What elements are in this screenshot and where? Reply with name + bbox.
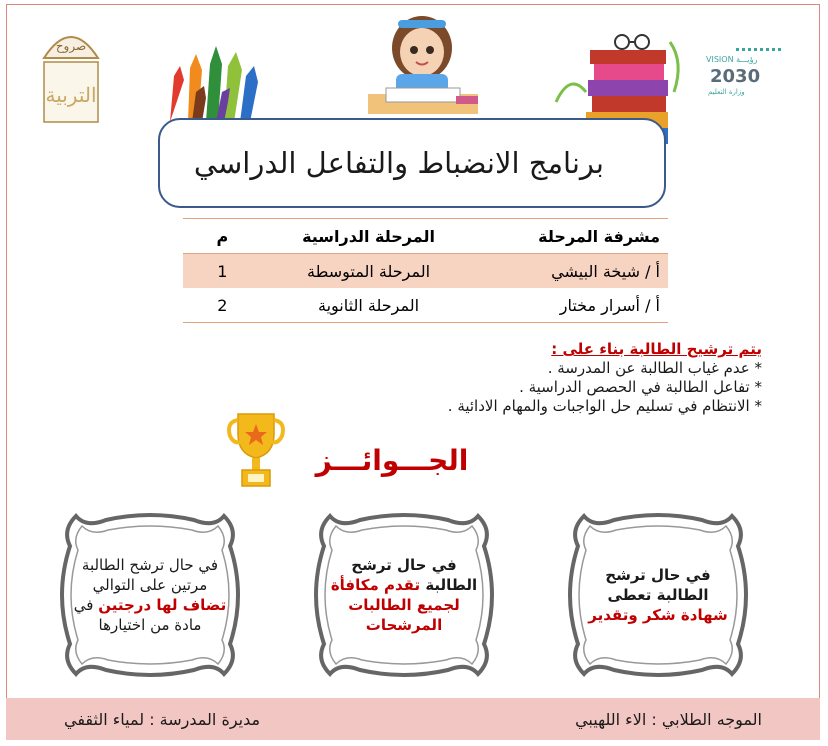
vision-year: 2030 <box>710 66 761 87</box>
header-stage: المرحلة الدراسية <box>262 219 475 254</box>
card-text-part1: في حال ترشح الطالبة تعطى <box>605 566 711 604</box>
student-counselor: الموجه الطلابي : الاء اللهيبي <box>575 709 762 729</box>
vision-2030-logo <box>706 48 798 100</box>
header-number: م <box>183 219 262 254</box>
table-header-row <box>183 219 668 254</box>
cell-supervisor: أ / شيخة البيشي <box>475 254 668 289</box>
prize-card-text <box>326 530 482 660</box>
criteria-heading: يتم ترشيح الطالبة بناء على : <box>551 340 762 358</box>
supervisors-table <box>183 218 668 323</box>
criteria-item: * الانتظام في تسليم حل الواجبات والمهام الادائية . <box>447 397 762 415</box>
ministry-label: وزارة التعليم <box>708 88 745 96</box>
prize-card-reward <box>300 506 508 684</box>
card-text-part1: في حال ترشح الطالبة مرتين على التوالي <box>81 556 219 594</box>
prize-card-certificate <box>554 506 762 684</box>
vision-label: VISION رؤيـــة <box>706 55 758 64</box>
criteria-section <box>242 340 762 416</box>
table-row <box>183 254 668 289</box>
school-principal: مديرة المدرسة : لمياء الثقفي <box>64 709 261 729</box>
header-supervisor: مشرفة المرحلة <box>475 219 668 254</box>
program-title: برنامج الانضباط والتفاعل الدراسي <box>193 146 604 180</box>
prizes-title: الجـــوائـــز <box>315 444 469 477</box>
card-text-part3: في مادة من اختيارها <box>73 596 202 634</box>
logo-text-top: صروح <box>55 39 87 53</box>
school-logo <box>38 18 104 128</box>
card-text-part2: تضاف لها درجتين <box>98 596 227 614</box>
cell-number: 2 <box>183 288 262 323</box>
cell-stage: المرحلة الثانوية <box>262 288 475 323</box>
table-row <box>183 288 668 323</box>
cell-supervisor: أ / أسرار مختار <box>475 288 668 323</box>
logo-text-main: التربية <box>45 83 97 107</box>
footer-bar <box>6 698 820 740</box>
prize-card-grades <box>46 506 254 684</box>
cell-number: 1 <box>183 254 262 289</box>
prize-card-text <box>580 530 736 660</box>
criteria-item: * عدم غياب الطالبة عن المدرسة . <box>547 359 762 377</box>
program-title-box <box>158 118 666 208</box>
card-text-part2: تقدم مكافأة لجميع الطالبات المرشحات <box>330 576 460 634</box>
raised-hands-image <box>162 36 272 126</box>
card-text-part1: في حال ترشح الطالبة <box>351 556 478 594</box>
card-text-part2: شهادة شكر وتقدير <box>588 606 728 624</box>
criteria-item: * تفاعل الطالبة في الحصص الدراسية . <box>519 378 762 396</box>
cell-stage: المرحلة المتوسطة <box>262 254 475 289</box>
trophy-icon <box>224 410 288 490</box>
prize-card-text <box>72 530 228 660</box>
girl-reading-image <box>364 4 482 120</box>
